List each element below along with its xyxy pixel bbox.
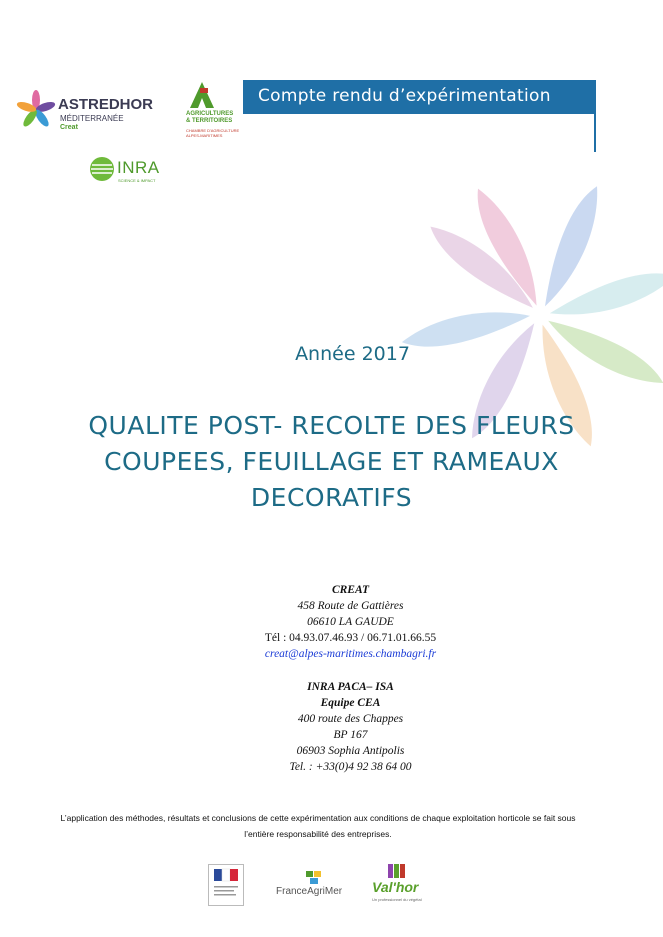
astredhor-flower-icon — [14, 88, 58, 132]
disclaimer-line-2: l’entière responsabilité des entreprises. — [244, 829, 392, 839]
inra-logo-name: INRA — [117, 158, 160, 177]
astredhor-logo-name: ASTREDHOR — [58, 96, 154, 113]
creat-phone: Tél : 04.93.07.46.93 / 06.71.01.66.55 — [264, 632, 437, 644]
inra-paca-name: INRA PACA– ISA — [307, 681, 394, 693]
creat-name: CREAT — [331, 584, 370, 596]
agriculture-logo-name — [186, 111, 246, 125]
title-line-2: COUPEES, FEUILLAGE ET RAMEAUX — [104, 447, 559, 476]
valhor-logo-name: Val'hor — [372, 879, 419, 895]
agriculture-logo-sub: CHAMBRE D'AGRICULTURE ALPES-MARITIMES — [186, 128, 240, 138]
disclaimer — [18, 810, 618, 842]
report-year: Année 2017 — [295, 343, 410, 365]
report-title — [0, 408, 663, 516]
header-banner-rule — [594, 80, 596, 152]
title-line-3: DECORATIFS — [250, 483, 413, 512]
agriculture-logo-icon — [186, 80, 218, 110]
inra-team: Equipe CEA — [320, 697, 381, 709]
inra-city: 06903 Sophia Antipolis — [296, 745, 405, 757]
creat-email-link[interactable]: creat@alpes-maritimes.chambagri.fr — [264, 648, 437, 660]
creat-city: 06610 LA GAUDE — [307, 616, 394, 628]
inra-logo-tagline: SCIENCE & IMPACT — [118, 178, 156, 183]
banner-title: Compte rendu d’expérimentation — [258, 86, 551, 106]
agriculture-line1: AGRICULTURES — [186, 111, 234, 117]
inra-phone: Tel. : +33(0)4 92 38 64 00 — [289, 761, 412, 773]
inra-logo-icon — [88, 155, 116, 183]
creat-street: 458 Route de Gattières — [297, 600, 404, 612]
inra-street: 400 route des Chappes — [297, 713, 404, 725]
franceagrimer-logo-name: FranceAgriMer — [276, 886, 343, 897]
inra-address-block — [0, 679, 663, 775]
valhor-logo-sub: Un professionnel du végétal — [372, 897, 422, 902]
astredhor-logo-sub: Creat — [60, 124, 78, 131]
astredhor-logo-region: MÉDITERRANÉE — [60, 114, 124, 123]
creat-address-block — [0, 582, 663, 662]
disclaimer-line-1: L’application des méthodes, résultats et conclusions de cette expérimentation aux conditions de chaque exploitation horticole se fait sous — [60, 813, 576, 823]
title-line-1: QUALITE POST- RECOLTE DES FLEURS — [88, 411, 575, 440]
valhor-logo-icon — [386, 862, 408, 880]
inra-bp: BP 167 — [333, 729, 368, 741]
ministry-logo — [208, 864, 244, 906]
agriculture-line2: & TERRITOIRES — [186, 118, 233, 124]
franceagrimer-logo-icon — [304, 869, 324, 885]
